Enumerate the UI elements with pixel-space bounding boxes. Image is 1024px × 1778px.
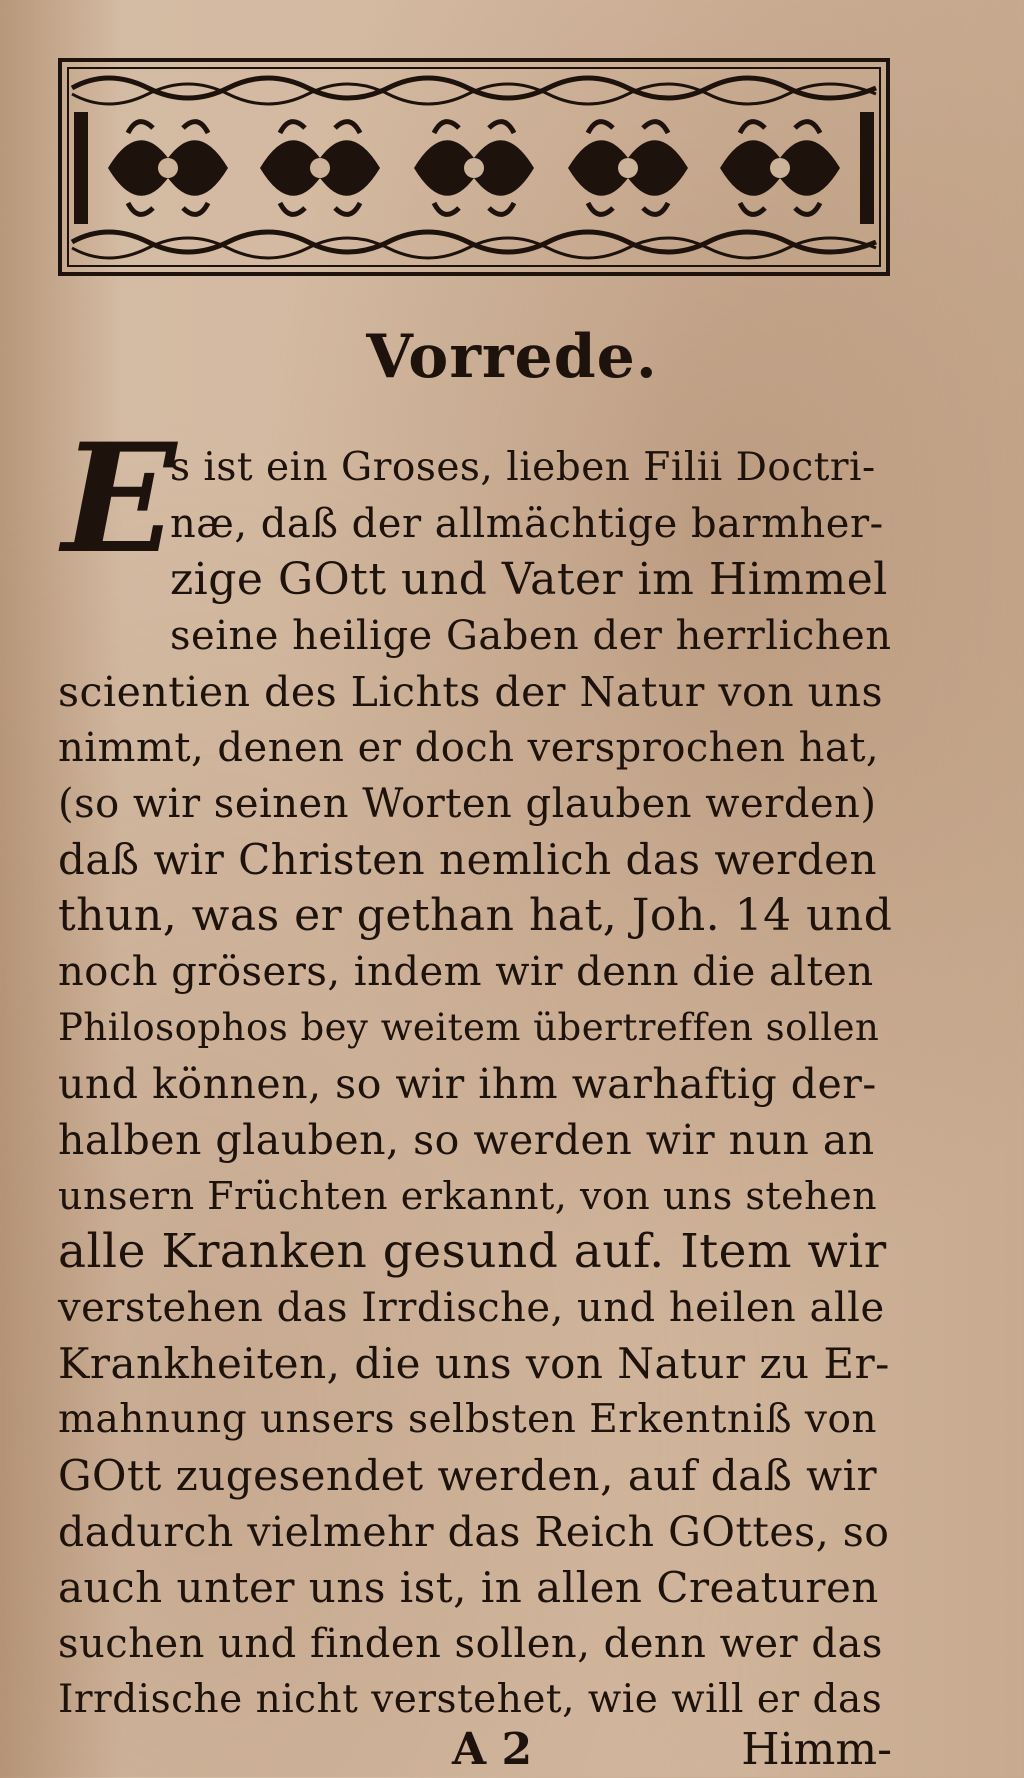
catchword: Himm- — [741, 1724, 892, 1775]
text-line: næ, daß der allmächtige barmher- — [170, 501, 884, 547]
text-line: suchen und finden sollen, denn wer das — [58, 1621, 883, 1667]
text-line: halben glauben, so werden wir nun an — [58, 1116, 875, 1164]
signature-mark: A 2 — [452, 1724, 533, 1775]
text-line: Krankheiten, die uns von Natur zu Er- — [58, 1339, 890, 1388]
text-line: zige GOtt und Vater im Himmel — [170, 554, 888, 605]
text-line: daß wir Christen nemlich das werden — [58, 835, 878, 884]
text-line: alle Kranken gesund auf. Item wir — [58, 1224, 887, 1279]
text-line: Irrdische nicht verstehet, wie will er das — [58, 1677, 883, 1722]
page-title: Vorrede. — [366, 322, 658, 392]
text-line: GOtt zugesendet werden, auf daß wir — [58, 1451, 878, 1500]
text-line: seine heilige Gaben der herrlichen — [170, 613, 892, 659]
decorative-headpiece-icon — [58, 58, 890, 276]
text-line: nimmt, denen er doch versprochen hat, — [58, 725, 880, 771]
text-line: auch unter uns ist, in allen Creaturen — [58, 1563, 879, 1612]
text-line: scientien des Lichts der Natur von uns — [58, 668, 884, 716]
text-line: dadurch vielmehr das Reich GOttes, so — [58, 1508, 890, 1556]
drop-cap: E — [62, 411, 177, 587]
text-line: (so wir seinen Worten glauben werden) — [58, 781, 877, 827]
text-line: mahnung unsers selbsten Erkentniß von — [58, 1397, 878, 1442]
text-line: unsern Früchten erkannt, von uns stehen — [58, 1174, 878, 1218]
text-line: noch grösers, indem wir denn die alten — [58, 949, 874, 995]
text-line: Philosophos bey weitem übertreffen sollen — [58, 1006, 880, 1049]
text-line: und können, so wir ihm warhaftig der- — [58, 1060, 877, 1108]
text-line: verstehen das Irrdische, und heilen alle — [58, 1285, 885, 1331]
text-line: thun, was er gethan hat, Joh. 14 und — [58, 890, 893, 941]
text-line: s ist ein Groses, lieben Filii Doctri- — [170, 445, 876, 490]
